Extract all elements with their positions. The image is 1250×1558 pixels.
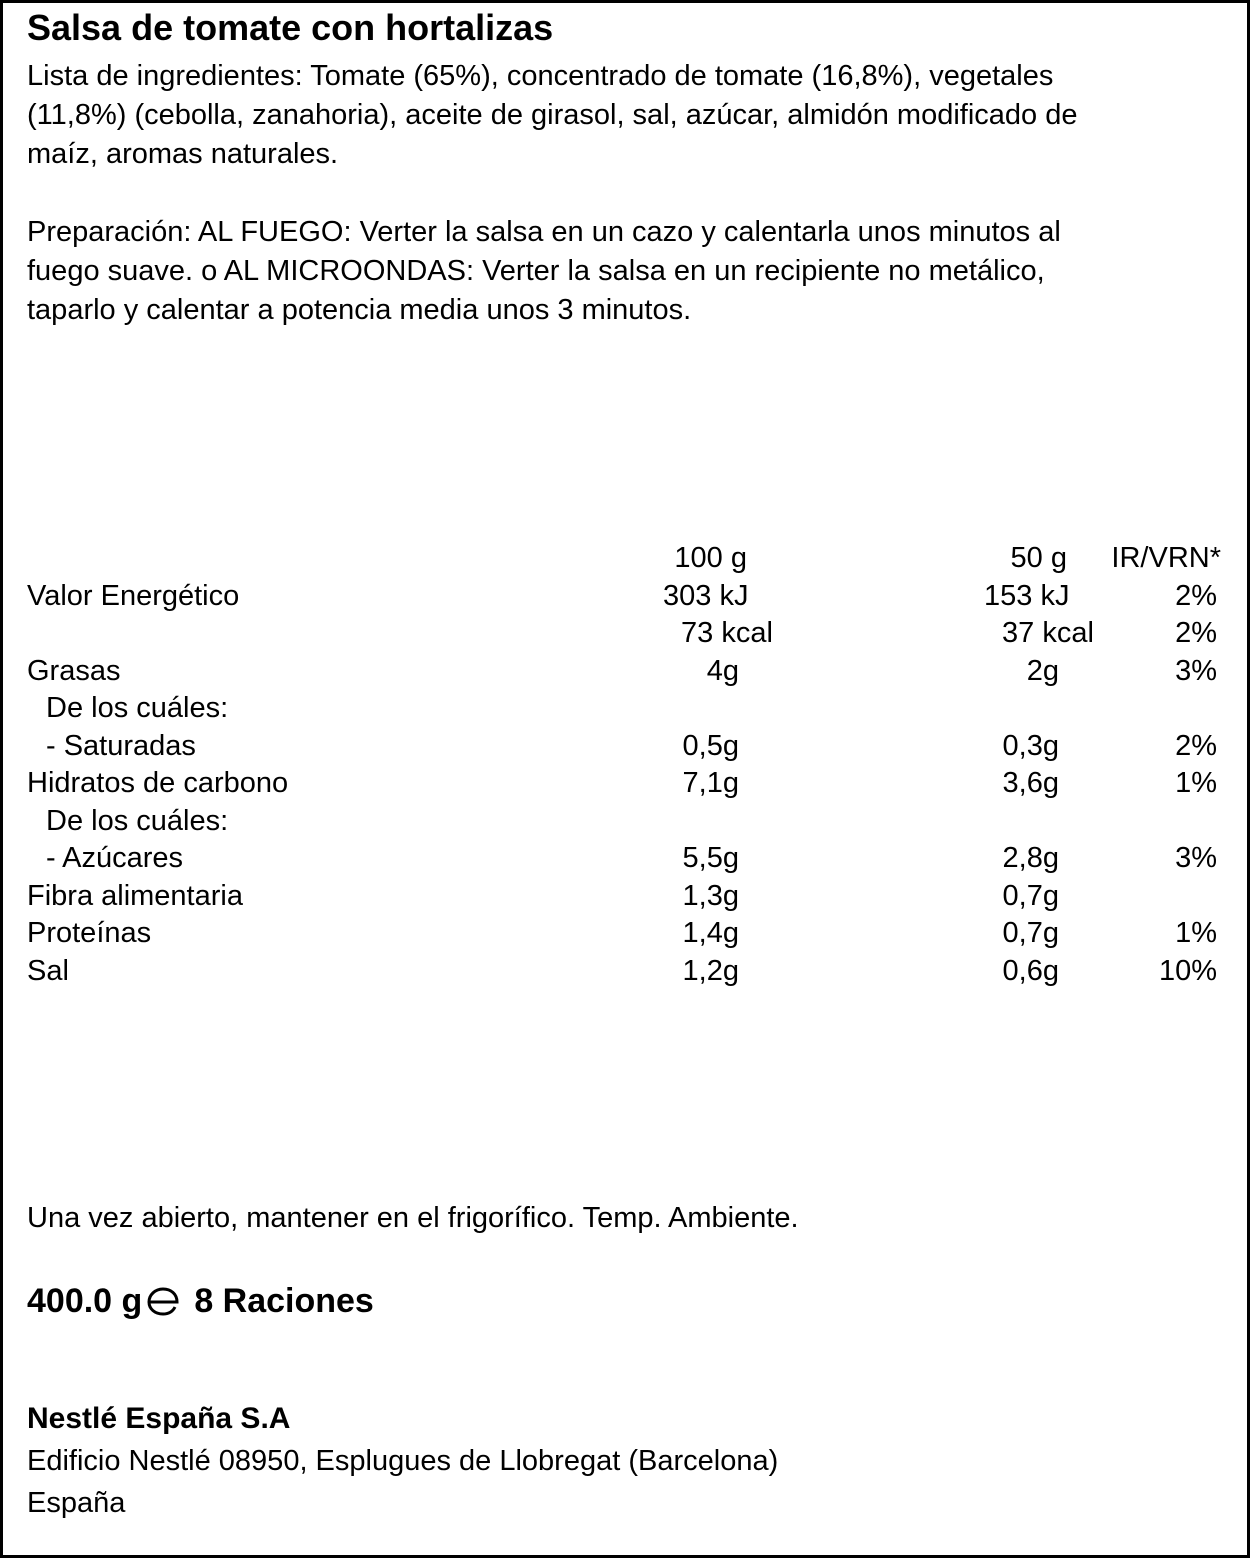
value-100g: 1,3g bbox=[682, 879, 739, 912]
company-country: España bbox=[27, 1487, 126, 1519]
preparation-instructions bbox=[27, 213, 1217, 330]
value-vrn: 1% bbox=[1175, 917, 1217, 949]
product-title: Salsa de tomate con hortalizas bbox=[27, 7, 554, 48]
nutrient-label: De los cuáles: bbox=[46, 692, 229, 724]
preparation-line: Preparación: AL FUEGO: Verter la salsa en un cazo y calentarla unos minutos al bbox=[27, 216, 1061, 248]
nutrient-label: Proteínas bbox=[27, 917, 152, 949]
value-50g: 3,6g bbox=[1002, 767, 1059, 799]
ingredients-line: Lista de ingredientes: Tomate (65%), concentrado de tomate (16,8%), vegetales bbox=[27, 60, 1054, 92]
value-vrn: 1% bbox=[1175, 767, 1217, 799]
value-100g: 73 kcal bbox=[681, 617, 773, 649]
nutrition-row-hidratos bbox=[27, 765, 1227, 803]
nutrition-row-subheading bbox=[27, 803, 1227, 841]
nutrition-row-energy-kcal bbox=[27, 615, 1227, 653]
value-vrn: 2% bbox=[1175, 579, 1217, 612]
preparation-line: taparlo y calentar a potencia media unos 3 minutos. bbox=[27, 294, 692, 326]
value-100g: 1,4g bbox=[682, 917, 739, 949]
value-50g: 2g bbox=[1026, 654, 1059, 687]
nutrient-label: Sal bbox=[27, 954, 69, 987]
nutrition-header-row bbox=[27, 540, 1227, 578]
nutrition-table bbox=[27, 540, 1227, 990]
nutrition-row-energy-kj bbox=[27, 578, 1227, 616]
header-100g: 100 g bbox=[674, 542, 747, 574]
preparation-line: fuego suave. o AL MICROONDAS: Verter la salsa en un recipiente no metálico, bbox=[27, 255, 1045, 287]
nutrition-row-azucares bbox=[27, 840, 1227, 878]
storage-instructions: Una vez abierto, mantener en el frigorífico. Temp. Ambiente. bbox=[27, 1202, 799, 1234]
nutrition-row-saturadas bbox=[27, 728, 1227, 766]
value-100g: 1,2g bbox=[682, 954, 739, 987]
ingredients-list bbox=[27, 57, 1217, 174]
nutrition-row-subheading bbox=[27, 690, 1227, 728]
value-vrn: 2% bbox=[1175, 729, 1217, 762]
value-50g: 0,3g bbox=[1002, 729, 1059, 762]
nutrient-label: Fibra alimentaria bbox=[27, 879, 243, 912]
value-50g: 0,6g bbox=[1002, 954, 1059, 987]
value-50g: 2,8g bbox=[1002, 842, 1059, 874]
nutrient-label: Valor Energético bbox=[27, 579, 240, 612]
company-name: Nestlé España S.A bbox=[27, 1402, 291, 1435]
ingredients-line: maíz, aromas naturales. bbox=[27, 138, 339, 170]
header-vrn: IR/VRN* bbox=[1111, 542, 1221, 574]
servings: 8 Raciones bbox=[194, 1282, 374, 1320]
value-100g: 303 kJ bbox=[663, 579, 749, 612]
company-address: Edificio Nestlé 08950, Esplugues de Llobregat (Barcelona) bbox=[27, 1445, 779, 1477]
value-50g: 37 kcal bbox=[1002, 617, 1094, 649]
nutrient-label: Hidratos de carbono bbox=[27, 767, 289, 799]
value-50g: 0,7g bbox=[1002, 917, 1059, 949]
nutrient-label: De los cuáles: bbox=[46, 804, 229, 837]
value-vrn: 10% bbox=[1158, 954, 1217, 987]
value-100g: 7,1g bbox=[682, 767, 739, 799]
estimated-sign-icon bbox=[146, 1283, 180, 1327]
value-vrn: 2% bbox=[1175, 617, 1217, 649]
header-50g: 50 g bbox=[1010, 542, 1067, 574]
value-50g: 0,7g bbox=[1002, 879, 1059, 912]
nutrition-row-sal bbox=[27, 953, 1227, 991]
nutrition-row-grasas bbox=[27, 653, 1227, 691]
net-weight: 400.0 g bbox=[27, 1282, 143, 1320]
nutrient-label: Grasas bbox=[27, 654, 121, 687]
nutrient-label: - Azúcares bbox=[46, 842, 183, 874]
value-50g: 153 kJ bbox=[984, 579, 1070, 612]
value-vrn: 3% bbox=[1175, 654, 1217, 687]
nutrition-row-fibra bbox=[27, 878, 1227, 916]
value-100g: 0,5g bbox=[682, 729, 739, 762]
value-100g: 5,5g bbox=[682, 842, 739, 874]
value-100g: 4g bbox=[706, 654, 739, 687]
value-vrn: 3% bbox=[1175, 842, 1217, 874]
ingredients-line: (11,8%) (cebolla, zanahoria), aceite de girasol, sal, azúcar, almidón modificado de bbox=[27, 99, 1078, 131]
nutrient-label: - Saturadas bbox=[46, 729, 196, 762]
net-quantity bbox=[27, 1279, 374, 1327]
nutrition-row-proteinas bbox=[27, 915, 1227, 953]
